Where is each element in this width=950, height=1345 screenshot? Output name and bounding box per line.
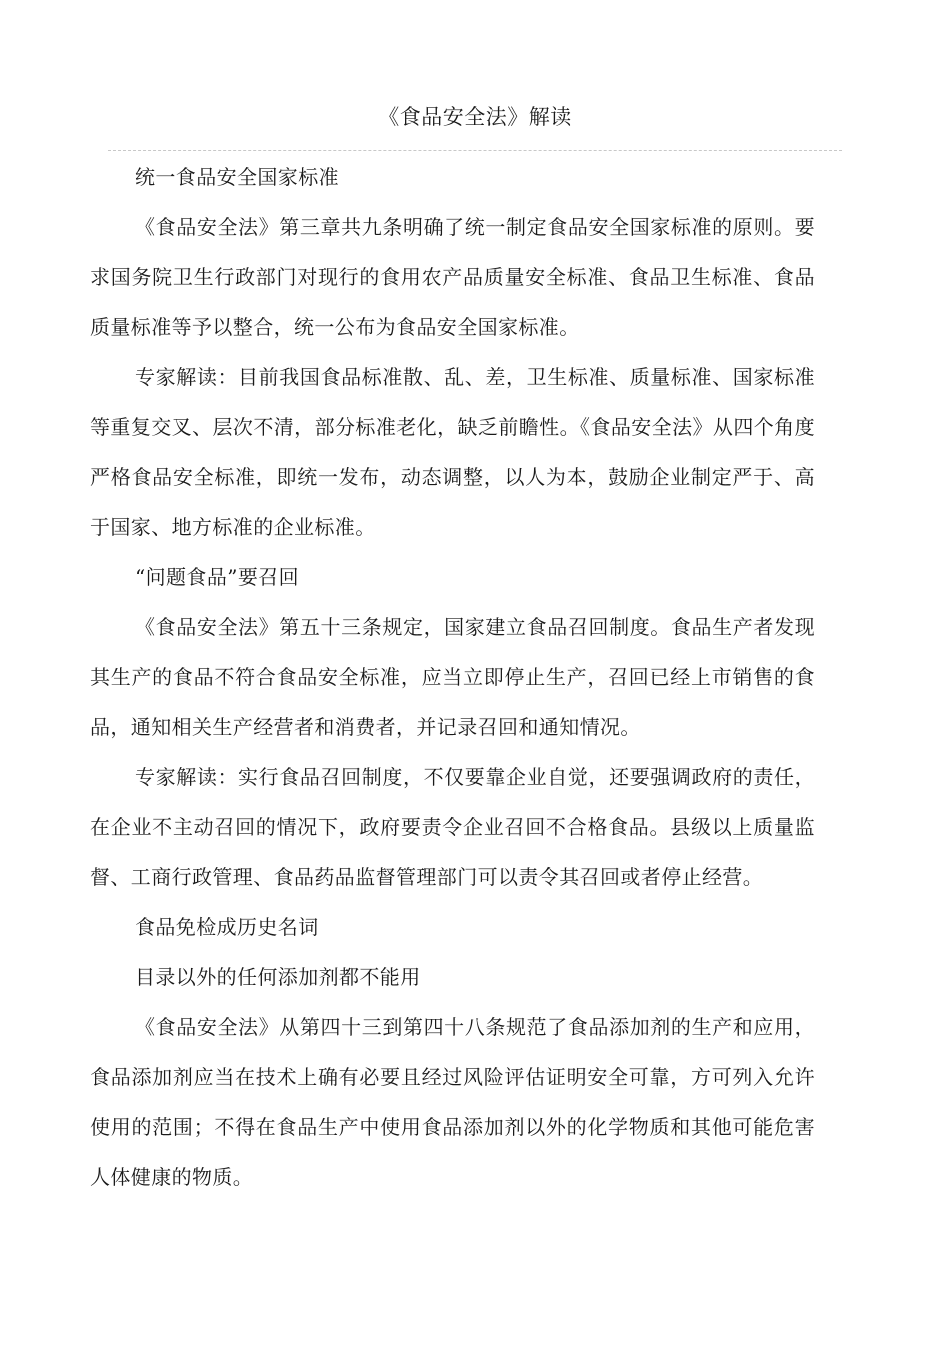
paragraph-expert-recall: 专家解读：实行食品召回制度，不仅要靠企业自觉，还要强调政府的责任，在企业不主动召回的情况下，政府要责令企业召回不合格食品。县级以上质量监督、工商行政管理、食品药品监督管理部门可以责令其召回或者停止经营。 [90,765,815,889]
paragraph-additives: 《食品安全法》从第四十三到第四十八条规范了食品添加剂的生产和应用，食品添加剂应当在技术上确有必要且经过风险评估证明安全可靠，方可列入允许使用的范围；不得在食品生产中使用食品添加剂以外的化学物质和其他可能危害人体健康的物质。 [90,1015,815,1189]
paragraph-expert-standards: 专家解读：目前我国食品标准散、乱、差，卫生标准、质量标准、国家标准等重复交叉、层次不清，部分标准老化，缺乏前瞻性。《食品安全法》从四个角度严格食品安全标准，即统一发布，动态调整，以人为本，鼓励企业制定严于、高于国家、地方标准的企业标准。 [90,365,815,539]
section-heading-unified-standards: 统一食品安全国家标准 [135,165,339,189]
section-heading-recall: “问题食品”要召回 [135,565,300,589]
paragraph-article-53: 《食品安全法》第五十三条规定，国家建立食品召回制度。食品生产者发现其生产的食品不符合食品安全标准，应当立即停止生产，召回已经上市销售的食品，通知相关生产经营者和消费者，并记录召回和通知情况。 [90,615,815,739]
paragraph-chapter-three: 《食品安全法》第三章共九条明确了统一制定食品安全国家标准的原则。要求国务院卫生行政部门对现行的食用农产品质量安全标准、食品卫生标准、食品质量标准等予以整合，统一公布为食品安全国家标准。 [90,215,815,339]
document-title: 《食品安全法》解读 [378,105,572,129]
section-heading-additives: 目录以外的任何添加剂都不能用 [135,965,421,989]
section-heading-exemption: 食品免检成历史名词 [135,915,319,939]
document-body [90,152,815,1202]
title-divider [108,150,842,151]
